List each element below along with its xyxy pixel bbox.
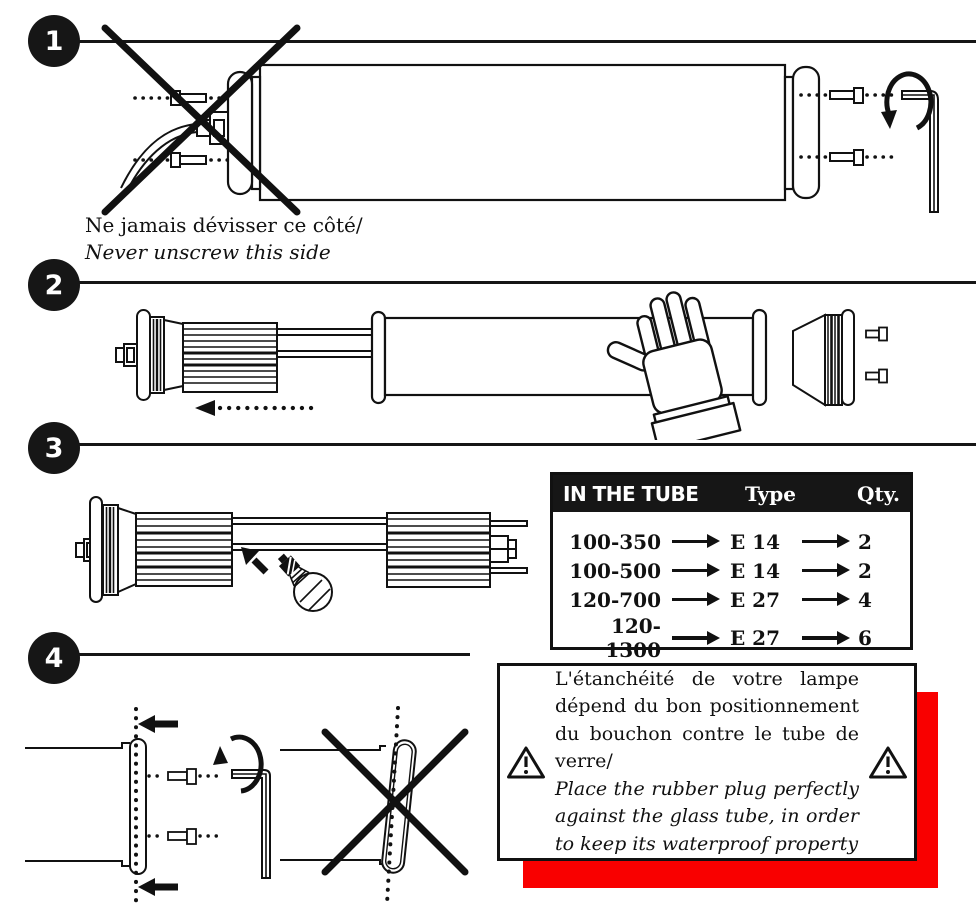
tube-size: 100-350 [569, 529, 661, 554]
step-1-caption-en: Never unscrew this side [85, 240, 331, 264]
step-3-badge: 3 [28, 422, 80, 474]
step-2-badge: 2 [28, 259, 80, 311]
bulb-type: E 14 [729, 529, 781, 554]
screw-icon [149, 769, 223, 844]
bulb-qty: 2 [858, 558, 872, 583]
bulb-type: E 14 [729, 558, 781, 583]
tube-size: 120-1300 [605, 614, 661, 662]
bulb-icon [273, 550, 332, 611]
table-col-type: Type [744, 481, 796, 506]
rotation-arrow-icon [213, 737, 261, 791]
glass-tube [228, 65, 819, 200]
table-row [563, 614, 900, 662]
step2-diagram [110, 280, 900, 440]
bulb-qty: 6 [858, 626, 872, 650]
warning-triangle-icon [506, 744, 546, 781]
warning-box [497, 663, 917, 861]
step-4-badge: 4 [28, 632, 80, 684]
bulb-type: E 27 [729, 626, 781, 650]
table-row [563, 556, 900, 585]
warning-triangle-icon [868, 744, 908, 781]
right-arrow-icon [802, 540, 838, 544]
step-3-rule [78, 443, 976, 446]
screw-icon [866, 328, 887, 383]
bulb-table [550, 472, 913, 662]
right-arrow-icon [802, 598, 838, 602]
table-row [563, 585, 900, 614]
bulb-table-body [553, 512, 910, 662]
bulb-qty: 4 [858, 587, 872, 612]
step4-wrong-diagram [280, 700, 480, 910]
right-arrow-icon [672, 598, 708, 602]
right-arrow-icon [802, 636, 838, 640]
bulb-table-header [553, 475, 910, 512]
rubber-plug [793, 310, 854, 405]
tube-end [25, 739, 146, 874]
warning-text [546, 666, 868, 859]
bulb-type: E 27 [729, 587, 781, 612]
inner-assembly [116, 310, 373, 400]
right-arrow-icon [672, 569, 708, 573]
warning-text-fr: L'étanchéité de votre lampe dépend du bon positionnement du bouchon contre le tube de verre/ [555, 667, 859, 773]
right-arrow-icon [672, 636, 708, 640]
step4-correct-diagram [25, 695, 280, 910]
step3-diagram [70, 480, 540, 625]
tube-size: 100-500 [569, 558, 661, 583]
bulb-qty: 2 [858, 529, 872, 554]
table-row [563, 527, 900, 556]
warning-text-en: Place the rubber plug perfectly against the glass tube, in order to keep its waterproof property [555, 777, 859, 855]
step-1-caption-fr: Ne jamais dévisser ce côté/ [85, 213, 363, 237]
step1-diagram [85, 20, 960, 220]
step-4-rule [78, 653, 470, 656]
table-title: IN THE TUBE [563, 481, 699, 506]
rotation-arrow-icon [881, 74, 931, 129]
pull-arrow-icon [195, 400, 318, 416]
step-1-badge: 1 [28, 15, 80, 67]
right-arrow-icon [802, 569, 838, 573]
tube-size: 120-700 [569, 587, 661, 612]
table-col-qty: Qty. [857, 481, 900, 506]
right-arrow-icon [672, 540, 708, 544]
